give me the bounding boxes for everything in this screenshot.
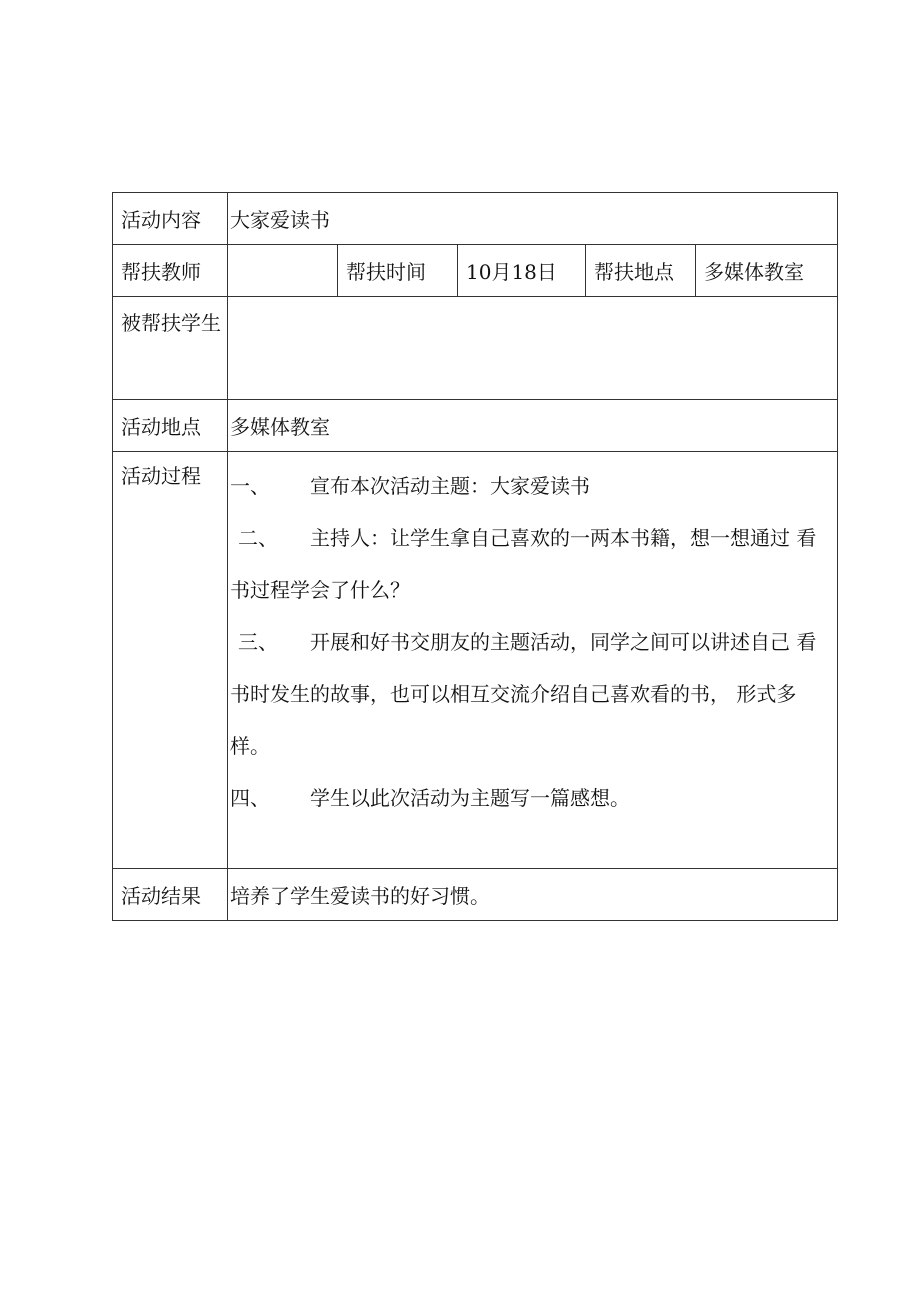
step-number: 四、 xyxy=(230,786,270,810)
activity-content-label: 活动内容 xyxy=(113,193,228,245)
step-number: 三、 xyxy=(238,630,278,654)
teacher-label: 帮扶教师 xyxy=(113,245,228,297)
process-steps xyxy=(228,452,838,869)
row-process xyxy=(113,452,838,869)
activity-content-value: 大家爱读书 xyxy=(228,193,838,245)
step-number: 二、 xyxy=(238,526,278,550)
result-label: 活动结果 xyxy=(113,869,228,921)
place-value: 多媒体教室 xyxy=(696,245,838,297)
row-students xyxy=(113,297,838,400)
process-step-3 xyxy=(230,616,835,772)
step-text: 宣布本次活动主题：大家爱读书 xyxy=(310,474,590,498)
location-label: 活动地点 xyxy=(113,400,228,452)
step-text: 开展和好书交朋友的主题活动，同学之间可以讲述自己 看书时发生的故事，也可以相互交流介绍自己喜欢看的书， 形式多样。 xyxy=(230,630,817,758)
step-text: 学生以此次活动为主题写一篇感想。 xyxy=(310,786,630,810)
students-label: 被帮扶学生 xyxy=(113,297,228,400)
process-step-4 xyxy=(230,772,835,824)
activity-record-table xyxy=(112,192,838,921)
step-number: 一、 xyxy=(230,474,270,498)
teacher-value xyxy=(228,245,338,297)
result-value: 培养了学生爱读书的好习惯。 xyxy=(228,869,838,921)
process-label: 活动过程 xyxy=(113,452,228,869)
row-result xyxy=(113,869,838,921)
process-step-1 xyxy=(230,460,835,512)
time-label: 帮扶时间 xyxy=(338,245,458,297)
students-value xyxy=(228,297,838,400)
process-step-2 xyxy=(230,512,835,616)
location-value: 多媒体教室 xyxy=(228,400,838,452)
place-label: 帮扶地点 xyxy=(586,245,696,297)
row-activity-content xyxy=(113,193,838,245)
time-value: 10月18日 xyxy=(458,245,586,297)
step-text: 主持人：让学生拿自己喜欢的一两本书籍，想一想通过 看书过程学会了什么？ xyxy=(230,526,817,602)
row-location xyxy=(113,400,838,452)
row-teacher xyxy=(113,245,838,297)
